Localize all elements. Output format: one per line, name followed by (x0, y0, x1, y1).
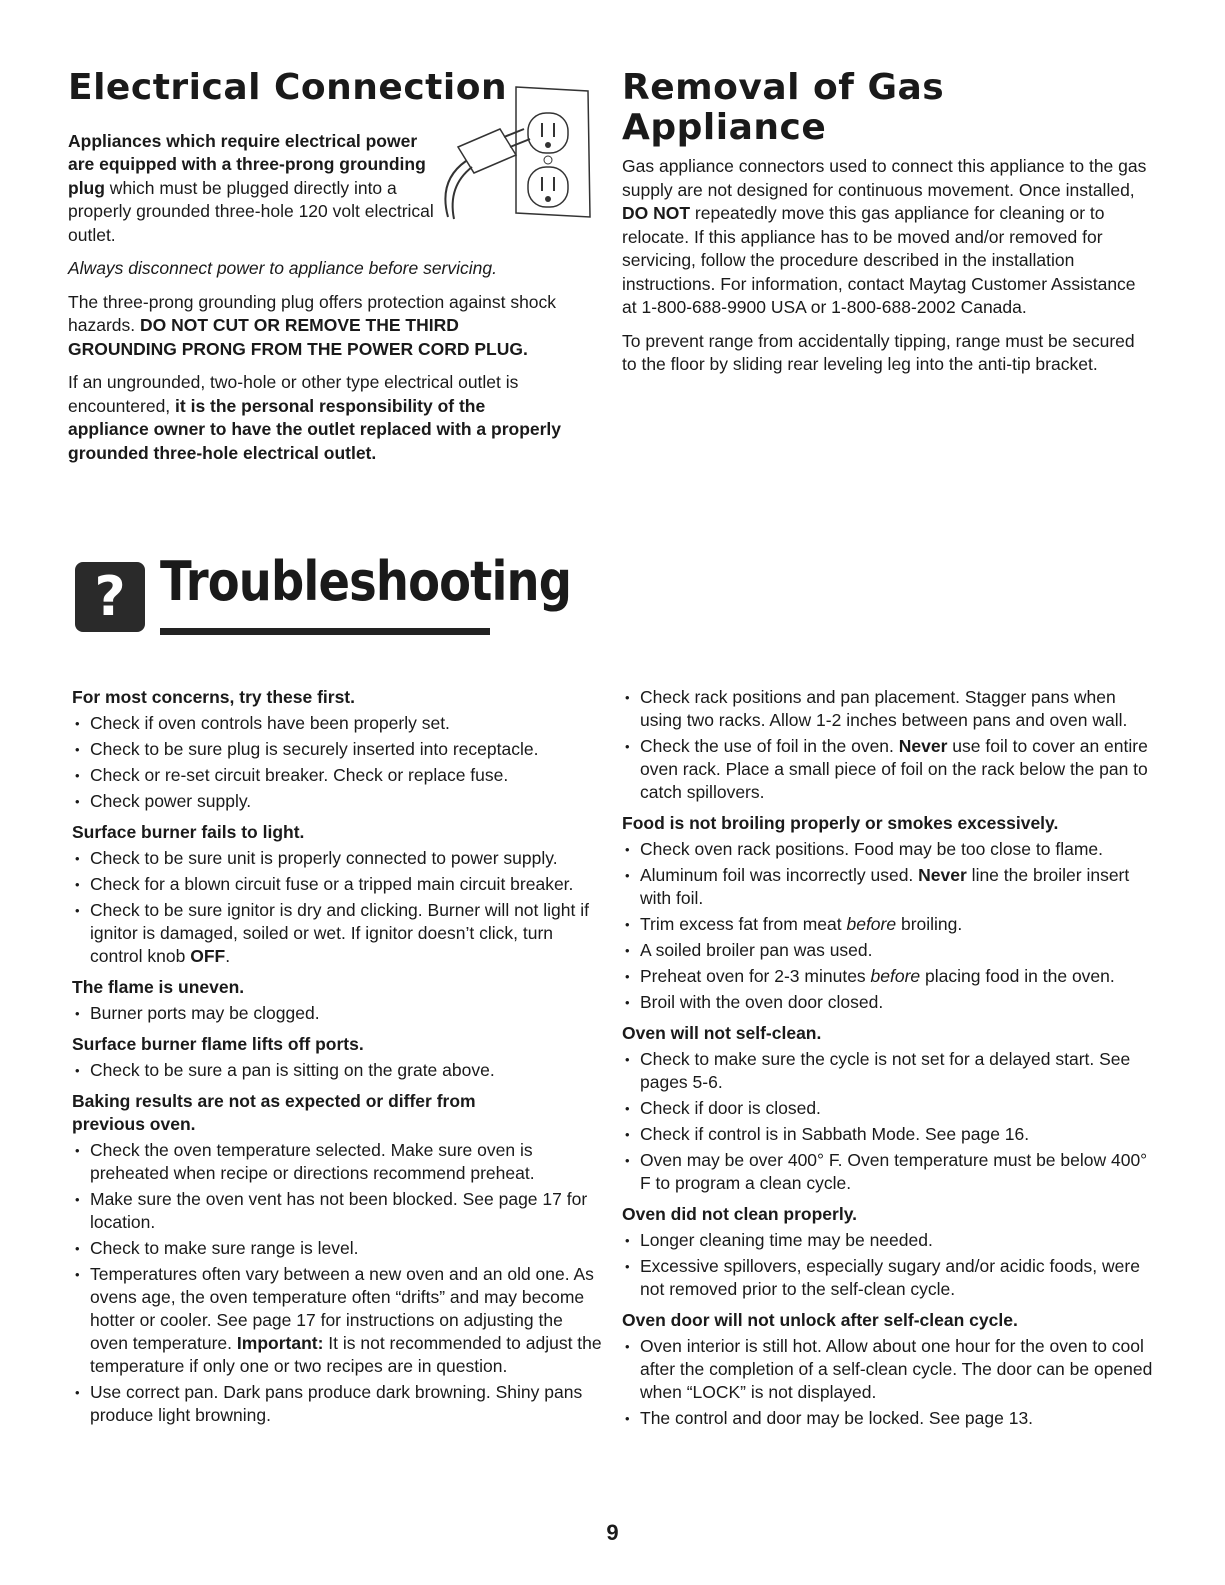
list-item: • Longer cleaning time may be needed. (622, 1229, 1162, 1252)
bullet-list (622, 1335, 1162, 1430)
electrical-paragraph-3: If an ungrounded, two-hole or other type electrical outlet is encountered, it is the personal responsibility of the appliance owner to have the outlet replaced with a properly grounded three-hole electrical outlet. (68, 372, 562, 463)
list-item: • Make sure the oven vent has not been blocked. See page 17 for location. (72, 1188, 602, 1234)
list-item: • Burner ports may be clogged. (72, 1002, 602, 1025)
bullet-list (72, 712, 602, 813)
section-heading: Oven door will not unlock after self-clean cycle. (622, 1310, 1018, 1330)
list-item: • Check to be sure ignitor is dry and clicking. Burner will not light if ignitor is damaged, soiled or wet. If ignitor doesn’t click, turn control knob OFF. (72, 899, 602, 968)
section-heading: For most concerns, try these first. (72, 687, 355, 707)
list-item: • Broil with the oven door closed. (622, 991, 1162, 1014)
bullet-list (72, 1059, 602, 1082)
list-item: • Check if oven controls have been properly set. (72, 712, 602, 735)
section-heading: The flame is uneven. (72, 977, 245, 997)
list-item: • Check to make sure the cycle is not set for a delayed start. See pages 5-6. (622, 1048, 1162, 1094)
list-item: • Trim excess fat from meat before broiling. (622, 913, 1162, 936)
gas-paragraph-1: Gas appliance connectors used to connect this appliance to the gas supply are not designed for continuous movement. Once installed, DO NOT repeatedly move this gas appliance for cleaning or to relocate. If this appliance has to be moved and/or removed for servicing, follow the procedure described in the installation instructions. For information, contact Maytag Customer Assistance at 1-800-688-9900 USA or 1-800-688-2002 Canada. (622, 156, 1147, 318)
list-item: • Aluminum foil was incorrectly used. Never line the broiler insert with foil. (622, 864, 1162, 910)
troubleshooting-right-column (622, 686, 1162, 1433)
list-item: • Check to be sure a pan is sitting on the grate above. (72, 1059, 602, 1082)
gas-section (622, 68, 1152, 387)
list-item: • Oven may be over 400° F. Oven temperature must be below 400° F to program a clean cycle. (622, 1149, 1162, 1195)
list-item: • Check for a blown circuit fuse or a tripped main circuit breaker. (72, 873, 602, 896)
list-item: • Check to make sure range is level. (72, 1237, 602, 1260)
page-number: 9 (606, 1520, 619, 1545)
electrical-italic-note: Always disconnect power to appliance before servicing. (68, 258, 497, 279)
section-heading: Surface burner fails to light. (72, 822, 305, 842)
troubleshooting-title: Troubleshooting (160, 550, 572, 613)
section-heading: Surface burner flame lifts off ports. (72, 1034, 364, 1054)
outlet-plug-illustration (438, 85, 598, 225)
list-item: • A soiled broiler pan was used. (622, 939, 1162, 962)
section-heading: Oven did not clean properly. (622, 1204, 857, 1224)
list-item: • Check if control is in Sabbath Mode. See page 16. (622, 1123, 1162, 1146)
list-item: • Excessive spillovers, especially sugary and/or acidic foods, were not removed prior to the self-clean cycle. (622, 1255, 1162, 1301)
list-item: • Check oven rack positions. Food may be too close to flame. (622, 838, 1162, 861)
list-item: • Preheat oven for 2-3 minutes before placing food in the oven. (622, 965, 1162, 988)
gas-paragraph-2: To prevent range from accidentally tipping, range must be secured to the floor by sliding rear leveling leg into the anti-tip bracket. (622, 330, 1135, 375)
gas-title: Removal of Gas Appliance (622, 67, 945, 148)
section-heading: Food is not broiling properly or smokes excessively. (622, 813, 1059, 833)
list-item: • Check or re-set circuit breaker. Check or replace fuse. (72, 764, 602, 787)
bullet-list (72, 847, 602, 968)
bullet-list (622, 838, 1162, 1014)
bullet-list (72, 1002, 602, 1025)
list-item: • Check power supply. (72, 790, 602, 813)
electrical-title: Electrical Connection (68, 67, 508, 108)
section-heading: Baking results are not as expected or differ from previous oven. (72, 1091, 476, 1134)
list-item: • Temperatures often vary between a new oven and an old one. As ovens age, the oven temperature often “drifts” and may become hotter or cooler. See page 17 for instructions on adjusting the oven temperature. Important: It is not recommended to adjust the temperature if only one or two recipes are in question. (72, 1263, 602, 1378)
list-item: • Check if door is closed. (622, 1097, 1162, 1120)
electrical-paragraph-2: The three-prong grounding plug offers protection against shock hazards. DO NOT CUT OR REMOVE THE THIRD GROUNDING PRONG FROM THE POWER CORD PLUG. (68, 291, 557, 359)
list-item: • The control and door may be locked. See page 13. (622, 1407, 1162, 1430)
title-underline (160, 628, 490, 635)
troubleshooting-left-column (72, 686, 602, 1430)
list-item: • Oven interior is still hot. Allow about one hour for the oven to cool after the completion of a self-clean cycle. The door can be opened when “LOCK” is not displayed. (622, 1335, 1162, 1404)
list-item: • Check the oven temperature selected. Make sure oven is preheated when recipe or directions recommend preheat. (72, 1139, 602, 1185)
list-item: • Check to be sure unit is properly connected to power supply. (72, 847, 602, 870)
question-icon: ? (75, 562, 145, 632)
bullet-list (622, 1048, 1162, 1195)
list-item: • Check to be sure plug is securely inserted into receptacle. (72, 738, 602, 761)
bullet-list (622, 686, 1162, 804)
list-item: • Use correct pan. Dark pans produce dark browning. Shiny pans produce light browning. (72, 1381, 602, 1427)
electrical-paragraph-1: Appliances which require electrical power are equipped with a three-prong grounding plug which must be plugged directly into a properly grounded three-hole 120 volt electrical outlet. (68, 130, 434, 245)
list-item: • Check rack positions and pan placement. Stagger pans when using two racks. Allow 1-2 inches between pans and oven wall. (622, 686, 1162, 732)
bullet-list (72, 1139, 602, 1427)
list-item: • Check the use of foil in the oven. Never use foil to cover an entire oven rack. Place a small piece of foil on the rack below the pan to catch spillovers. (622, 735, 1162, 804)
section-heading: Oven will not self-clean. (622, 1023, 822, 1043)
bullet-list (622, 1229, 1162, 1301)
